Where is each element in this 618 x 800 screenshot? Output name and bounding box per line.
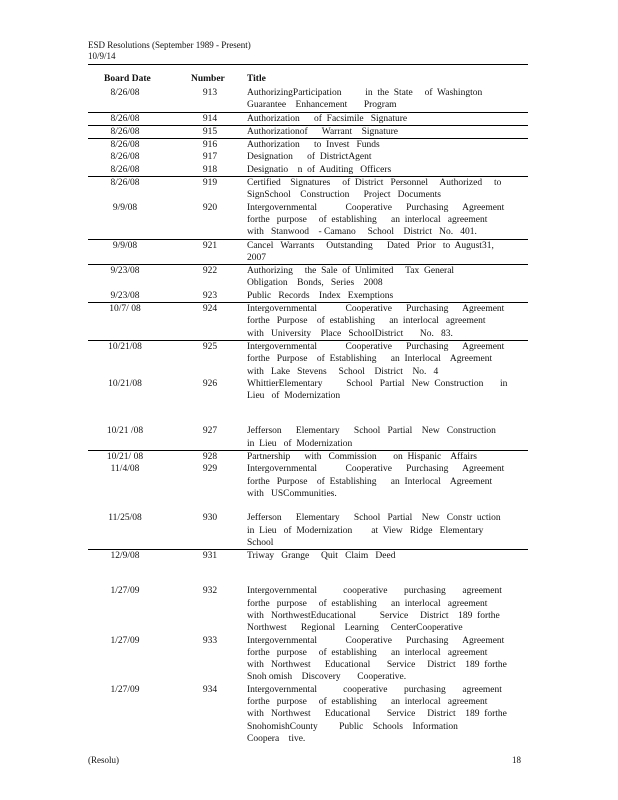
resolution-number-cell: 933 <box>202 635 218 646</box>
table-row <box>88 290 528 302</box>
resolution-number-cell: 915 <box>202 126 218 137</box>
table-row <box>88 239 528 265</box>
table-row <box>88 340 528 378</box>
table-row <box>88 164 528 176</box>
resolution-title-cell <box>247 550 528 562</box>
title-line: Intergovernmental Cooperative Purchasing Agreement <box>247 464 505 475</box>
resolution-number-cell: 913 <box>202 88 218 98</box>
title-line: forthe purpose of establishing an interlocal agreement <box>247 697 488 708</box>
resolutions-table <box>88 74 528 745</box>
resolution-number-cell: 929 <box>202 464 218 475</box>
table-row <box>88 138 528 151</box>
resolution-number-cell: 919 <box>202 178 218 189</box>
title-line: with Stanwood - Camano School District No. 401. <box>247 227 477 238</box>
title-line: Cancel Warrants Outstanding Dated Prior to August31, <box>247 240 494 251</box>
resolution-number-cell: 921 <box>202 240 218 251</box>
resolution-number-cell: 923 <box>202 290 218 301</box>
resolution-title-cell <box>247 126 528 138</box>
resolution-number-cell: 926 <box>202 378 218 389</box>
title-line: Authorizationof Warrant Signature <box>247 126 399 137</box>
resolution-number-cell: 922 <box>202 266 218 277</box>
title-line: Guarantee Enhancement Program <box>247 100 397 111</box>
resolution-title-cell <box>247 341 528 378</box>
board-date-cell: 8/26/08 <box>110 164 140 175</box>
board-date-cell: 1/27/09 <box>110 586 140 597</box>
resolution-number-cell: 916 <box>202 140 218 151</box>
resolution-title-cell <box>247 202 528 239</box>
table-row <box>88 635 528 684</box>
title-line: in Lieu of Modernization at View Ridge Elementary <box>247 525 484 536</box>
title-line: SignSchool Construction Project Documents <box>247 190 441 201</box>
resolution-title-cell <box>247 177 528 202</box>
board-date-cell: 10/21 /08 <box>106 426 144 437</box>
board-date-cell: 1/27/09 <box>110 635 140 646</box>
board-date-cell: 12/9/08 <box>110 551 140 562</box>
title-line: with Northwest Educational Service District 189 forthe <box>247 709 507 720</box>
resolution-title-cell <box>247 378 528 403</box>
resolution-number-cell: 920 <box>202 202 218 213</box>
table-row <box>88 378 528 403</box>
board-date-cell: 11/4/08 <box>110 464 140 475</box>
title-line: Intergovernmental Cooperative Purchasing Agreement <box>247 202 505 213</box>
title-line: Authorizing the Sale of Unlimited Tax General <box>247 266 455 277</box>
column-header-title: Title <box>247 74 266 84</box>
title-line: Intergovernmental cooperative purchasing agreement <box>247 684 502 695</box>
table-row <box>88 512 528 549</box>
table-row <box>88 684 528 745</box>
table-row <box>88 425 528 450</box>
board-date-cell: 8/26/08 <box>110 126 140 137</box>
resolution-number-cell: 925 <box>202 341 218 352</box>
row-spacer <box>88 500 528 512</box>
document-header-date: 10/9/14 <box>88 51 116 61</box>
header-rule <box>88 64 528 65</box>
board-date-cell: 8/26/08 <box>110 88 140 98</box>
board-date-cell: 9/23/08 <box>110 290 140 301</box>
title-line: forthe Purpose of Establishing an Interlocal Agreement <box>247 476 493 487</box>
table-row <box>88 549 528 562</box>
table-row <box>88 463 528 500</box>
resolution-number-cell: 931 <box>202 551 218 562</box>
table-row <box>88 585 528 634</box>
title-line: Partnership with Commission on Hispanic Affairs <box>247 452 477 463</box>
board-date-cell: 1/27/09 <box>110 684 140 695</box>
resolution-number-cell: 930 <box>202 513 218 524</box>
title-line: Triway Grange Quit Claim Deed <box>247 551 396 562</box>
title-line: Authorization of Facsimile Signature <box>247 113 408 124</box>
title-line: forthe purpose of establishing an interlocal agreement <box>247 214 488 225</box>
title-line: Coopera tive. <box>247 733 306 744</box>
title-line: SnohomishCounty Public Schools Information <box>247 721 458 732</box>
title-line: Jefferson Elementary School Partial New Construction <box>247 426 496 437</box>
resolution-title-cell <box>247 151 528 163</box>
resolution-title-cell <box>247 635 528 684</box>
table-row <box>88 450 528 463</box>
title-line: with NorthwestEducational Service District 189 forthe <box>247 610 500 621</box>
resolution-title-cell <box>247 463 528 500</box>
board-date-cell: 9/9/08 <box>112 240 138 251</box>
title-line: Authorization to Invest Funds <box>247 140 380 151</box>
resolution-title-cell <box>247 425 528 450</box>
resolution-title-cell <box>247 240 528 265</box>
title-line: Lieu of Modernization <box>247 391 341 402</box>
resolution-title-cell <box>247 290 528 302</box>
title-line: Designatio n of Auditing Officers <box>247 164 392 175</box>
title-line: Intergovernmental Cooperative Purchasing Agreement <box>247 635 505 646</box>
table-row <box>88 151 528 163</box>
title-line: with Northwest Educational Service District 189 forthe <box>247 660 507 671</box>
title-line: with University Place SchoolDistrict No. 83. <box>247 328 453 339</box>
resolution-number-cell: 928 <box>202 452 218 463</box>
title-line: School <box>247 537 274 548</box>
board-date-cell: 9/23/08 <box>110 266 140 277</box>
title-line: Designation of DistrictAgent <box>247 152 372 163</box>
title-line: Snoh omish Discovery Cooperative. <box>247 672 407 683</box>
title-line: Intergovernmental cooperative purchasing agreement <box>247 586 502 597</box>
title-line: WhittierElementary School Partial New Construction in <box>247 378 508 389</box>
resolution-title-cell <box>247 512 528 549</box>
resolution-number-cell: 914 <box>202 113 218 124</box>
title-line: forthe Purpose of establishing an interlocal agreement <box>247 316 486 327</box>
title-line: Certified Signatures of District Personnel Authorized to <box>247 178 502 189</box>
table-row <box>88 112 528 125</box>
title-line: AuthorizingParticipation in the State of Washington <box>247 88 483 98</box>
row-spacer <box>88 562 528 585</box>
table-row <box>88 264 528 290</box>
resolution-title-cell <box>247 113 528 125</box>
resolution-number-cell: 927 <box>202 426 218 437</box>
title-line: 2007 <box>247 252 266 263</box>
resolution-title-cell <box>247 303 528 340</box>
title-line: forthe Purpose of Establishing an Interlocal Agreement <box>247 354 493 365</box>
table-row <box>88 302 528 340</box>
board-date-cell: 10/21/08 <box>108 341 142 352</box>
title-line: Intergovernmental Cooperative Purchasing Agreement <box>247 304 505 315</box>
table-body <box>88 87 528 745</box>
resolution-number-cell: 918 <box>202 164 218 175</box>
board-date-cell: 11/25/08 <box>108 513 142 524</box>
resolution-title-cell <box>247 87 528 112</box>
table-row <box>88 125 528 138</box>
title-line: Northwest Regional Learning CenterCooperative <box>247 623 463 634</box>
board-date-cell: 8/26/08 <box>110 113 140 124</box>
board-date-cell: 8/26/08 <box>110 178 140 189</box>
resolution-number-cell: 934 <box>202 684 218 695</box>
resolution-title-cell <box>247 451 528 463</box>
resolution-title-cell <box>247 139 528 151</box>
table-row <box>88 87 528 112</box>
title-line: with USCommunities. <box>247 488 337 499</box>
document-header-title: ESD Resolutions (September 1989 - Present) <box>88 40 251 50</box>
resolution-number-cell: 924 <box>202 304 218 315</box>
title-line: in Lieu of Modernization <box>247 438 353 449</box>
board-date-cell: 10/21/08 <box>108 378 142 389</box>
table-row <box>88 176 528 202</box>
title-line: Intergovernmental Cooperative Purchasing Agreement <box>247 341 505 352</box>
board-date-cell: 8/26/08 <box>110 152 140 163</box>
title-line: forthe purpose of establishing an interlocal agreement <box>247 647 488 658</box>
row-spacer <box>88 402 528 425</box>
title-line: Obligation Bonds, Series 2008 <box>247 278 383 289</box>
resolution-title-cell <box>247 684 528 745</box>
table-header <box>88 74 528 87</box>
board-date-cell: 10/21/ 08 <box>106 452 144 463</box>
title-line: Public Records Index Exemptions <box>247 290 394 301</box>
resolution-title-cell <box>247 164 528 176</box>
resolution-title-cell <box>247 585 528 634</box>
board-date-cell: 10/7/ 08 <box>109 304 141 315</box>
resolution-title-cell <box>247 265 528 290</box>
column-header-number: Number <box>191 74 225 84</box>
board-date-cell: 8/26/08 <box>110 140 140 151</box>
page-number: 18 <box>512 755 521 765</box>
column-header-date: Board Date <box>104 74 151 84</box>
board-date-cell: 9/9/08 <box>112 202 138 213</box>
title-line: with Lake Stevens School District No. 4 <box>247 366 439 377</box>
title-line: Jefferson Elementary School Partial New Constr uction <box>247 513 501 524</box>
table-row <box>88 202 528 239</box>
title-line: forthe purpose of establishing an interlocal agreement <box>247 598 488 609</box>
resolution-number-cell: 917 <box>202 152 218 163</box>
footer-label: (Resolu) <box>88 755 119 765</box>
resolution-number-cell: 932 <box>202 586 218 597</box>
